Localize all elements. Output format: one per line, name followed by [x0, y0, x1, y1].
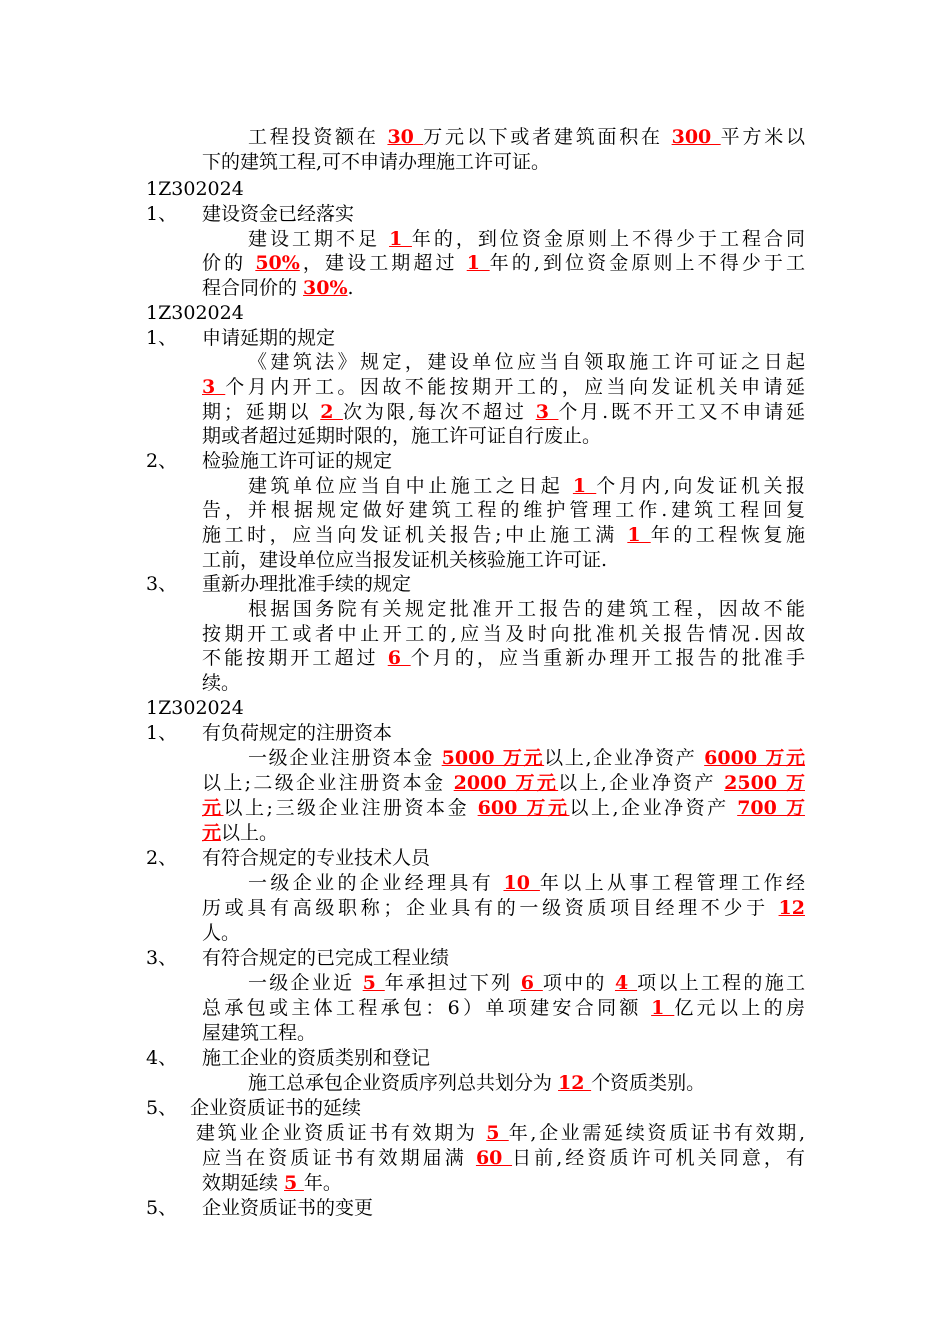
heading-text: 有符合规定的专业技术人员: [202, 847, 431, 869]
body-text-line: [248, 745, 805, 771]
text-run: 平方米以: [720, 126, 805, 148]
heading-text: 有负荷规定的注册资本: [202, 722, 393, 744]
section-heading: [0, 720, 950, 746]
highlighted-value: 30: [387, 126, 424, 148]
highlighted-value: 12: [558, 1072, 592, 1094]
heading-number: 4、: [146, 1047, 178, 1069]
text-run: 年承担过下列: [384, 972, 521, 994]
heading-text: 企业资质证书的延续: [190, 1097, 362, 1119]
body-text-line: [248, 970, 805, 996]
heading-number: 3、: [146, 947, 178, 969]
body-text-line: [202, 374, 805, 400]
text-run: 一级企业近: [248, 972, 363, 994]
text-run: 次为限,每次不超过: [342, 401, 536, 423]
text-run: 程合同价的: [202, 277, 304, 299]
highlighted-value: 12: [778, 897, 805, 919]
heading-text: 施工企业的资质类别和登记: [202, 1047, 431, 1069]
highlighted-value: 5: [362, 972, 385, 994]
section-code: 1Z302024: [146, 178, 244, 200]
heading-text: 申请延期的规定: [202, 327, 336, 349]
heading-number: 2、: [146, 450, 178, 472]
text-run: 亿元以上的房: [674, 997, 805, 1019]
heading-number: 5、: [146, 1197, 178, 1219]
body-text-line: [202, 670, 805, 696]
body-text-line: [202, 275, 805, 301]
text-run: 效期延续: [202, 1172, 285, 1194]
body-text-line: [202, 423, 805, 449]
body-text-line: [248, 349, 805, 375]
section-heading: [0, 325, 950, 351]
body-text-line: [248, 226, 805, 252]
highlighted-value: 700 万: [737, 797, 805, 819]
heading-number: 1、: [146, 327, 178, 349]
text-run: 年的,到位资金原则上不得少于工: [489, 252, 806, 274]
text-run: 工前，建设单位应当报发证机关核验施工许可证.: [202, 549, 608, 571]
body-text-line: [202, 1170, 805, 1196]
text-run: 年以上从事工程管理工作经: [539, 872, 805, 894]
highlighted-value: 6: [387, 647, 411, 669]
text-run: 以上,企业净资产: [569, 797, 738, 819]
highlighted-value: 2000 万元: [453, 772, 559, 794]
text-run: 一级企业注册资本金: [248, 747, 442, 769]
highlighted-value: 2500 万: [724, 772, 805, 794]
body-text-line: [202, 920, 805, 946]
heading-number: 3、: [146, 573, 178, 595]
text-run: 续。: [202, 672, 241, 694]
highlighted-value: 1: [651, 997, 675, 1019]
body-text-line: [248, 870, 805, 896]
text-run: 施工总承包企业资质序列总共划分为: [248, 1072, 559, 1094]
body-text-line: [202, 1145, 805, 1171]
body-text-line: [196, 1120, 805, 1146]
text-run: 以上,企业净资产: [558, 772, 725, 794]
body-text-line: [248, 596, 805, 622]
heading-text: 企业资质证书的变更: [202, 1197, 374, 1219]
body-text-line: [202, 547, 805, 573]
text-run: 日前,经资质许可机关同意，有: [512, 1147, 805, 1169]
text-run: 个月内开工。因故不能按期开工的，应当向发证机关申请延: [225, 376, 805, 398]
body-text-line: [202, 149, 805, 175]
highlighted-value: 元: [202, 797, 224, 819]
text-run: 应当在资质证书有效期届满: [202, 1147, 476, 1169]
section-heading: [0, 945, 950, 971]
highlighted-value: 1: [466, 252, 490, 274]
highlighted-value: 2: [320, 401, 343, 423]
section-heading: [0, 448, 950, 474]
highlighted-value: 1: [389, 228, 412, 250]
body-text-line: [202, 895, 805, 921]
highlighted-value: 5000 万元: [441, 747, 545, 769]
text-run: 以上。: [221, 822, 279, 844]
text-run: 历或具有高级职称；企业具有的一级资质项目经理不少于: [202, 897, 779, 919]
text-run: 年的工程恢复施: [650, 524, 805, 546]
text-run: 工程投资额在: [248, 126, 388, 148]
highlighted-value: 3: [535, 401, 559, 423]
text-run: 建设工期不足: [248, 228, 390, 250]
body-text-line: [202, 621, 805, 647]
body-text-line: [202, 1020, 805, 1046]
text-run: 以上;二级企业注册资本金: [202, 772, 454, 794]
section-heading: [0, 845, 950, 871]
section-heading: [0, 571, 950, 597]
section-heading: [0, 1045, 950, 1071]
body-text-line: [202, 795, 805, 821]
highlighted-value: 10: [503, 872, 540, 894]
section-heading: [0, 201, 950, 227]
text-run: 万元以下或者建筑面积在: [423, 126, 672, 148]
text-run: .: [347, 277, 354, 299]
body-text-line: [202, 497, 805, 523]
highlighted-value: 60: [475, 1147, 513, 1169]
text-run: 下的建筑工程,可不申请办理施工许可证。: [202, 151, 551, 173]
text-run: 期；延期以: [202, 401, 321, 423]
body-text-line: [202, 995, 805, 1021]
text-run: 个资质类别。: [591, 1072, 706, 1094]
text-run: 项中的: [542, 972, 615, 994]
text-run: 一级企业的企业经理具有: [248, 872, 504, 894]
highlighted-value: 6: [520, 972, 543, 994]
text-run: 按期开工或者中止开工的,应当及时向批准机关报告情况.因故: [202, 623, 805, 645]
highlighted-value: 元: [202, 822, 222, 844]
heading-text: 重新办理批准手续的规定: [202, 573, 412, 595]
heading-number: 5、: [146, 1097, 178, 1119]
text-run: 总承包或主体工程承包：6）单项建安合同额: [202, 997, 652, 1019]
text-run: 年的，到位资金原则上不得少于工程合同: [411, 228, 805, 250]
text-run: 以上;三级企业注册资本金: [223, 797, 478, 819]
highlighted-value: 5: [284, 1172, 304, 1194]
highlighted-value: 50%: [255, 252, 300, 274]
section-heading: [0, 1195, 950, 1221]
body-text-line: [202, 770, 805, 796]
heading-text: 建设资金已经落实: [202, 203, 355, 225]
text-run: 年。: [303, 1172, 342, 1194]
body-text-line: [202, 820, 805, 846]
highlighted-value: 5: [486, 1122, 509, 1144]
highlighted-value: 30%: [303, 277, 348, 299]
text-run: 不能按期开工超过: [202, 647, 388, 669]
text-run: 屋建筑工程。: [202, 1022, 317, 1044]
section-heading: [0, 1095, 950, 1121]
text-run: 根据国务院有关规定批准开工报告的建筑工程，因故不能: [248, 598, 805, 620]
text-run: 项以上工程的施工: [637, 972, 805, 994]
text-run: 建筑业企业资质证书有效期为: [196, 1122, 487, 1144]
text-run: 《建筑法》规定，建设单位应当自领取施工许可证之日起: [248, 351, 805, 373]
body-text-line: [202, 522, 805, 548]
heading-number: 2、: [146, 847, 178, 869]
section-code: 1Z302024: [146, 697, 244, 719]
highlighted-value: 600 万元: [477, 797, 570, 819]
text-run: 个月.既不开工又不申请延: [558, 401, 805, 423]
text-run: 人。: [202, 922, 241, 944]
highlighted-value: 1: [572, 475, 597, 497]
body-text-line: [202, 250, 805, 276]
body-text-line: [202, 399, 805, 425]
text-run: 价的: [202, 252, 256, 274]
highlighted-value: 1: [627, 524, 651, 546]
body-text-line: [248, 124, 805, 150]
section-code: 1Z302024: [146, 302, 244, 324]
text-run: 年,企业需延续资质证书有效期,: [508, 1122, 805, 1144]
body-text-line: [248, 1070, 805, 1096]
text-run: 期或者超过延期时限的，施工许可证自行废止。: [202, 425, 602, 447]
heading-number: 1、: [146, 203, 178, 225]
text-run: 告，并根据规定做好建筑工程的维护管理工作.建筑工程回复: [202, 499, 805, 521]
body-text-line: [248, 473, 805, 499]
heading-number: 1、: [146, 722, 178, 744]
heading-text: 检验施工许可证的规定: [202, 450, 393, 472]
text-run: 个月的，应当重新办理开工报告的批准手: [410, 647, 805, 669]
highlighted-value: 4: [614, 972, 638, 994]
text-run: 个月内,向发证机关报: [596, 475, 805, 497]
text-run: 施工时，应当向发证机关报告;中止施工满: [202, 524, 628, 546]
text-run: 建筑单位应当自中止施工之日起: [248, 475, 573, 497]
highlighted-value: 300: [671, 126, 721, 148]
text-run: 以上,企业净资产: [544, 747, 705, 769]
highlighted-value: 3: [202, 376, 226, 398]
body-text-line: [202, 645, 805, 671]
text-run: ，建设工期超过: [299, 252, 467, 274]
heading-text: 有符合规定的已完成工程业绩: [202, 947, 450, 969]
highlighted-value: 6000 万元: [704, 747, 805, 769]
